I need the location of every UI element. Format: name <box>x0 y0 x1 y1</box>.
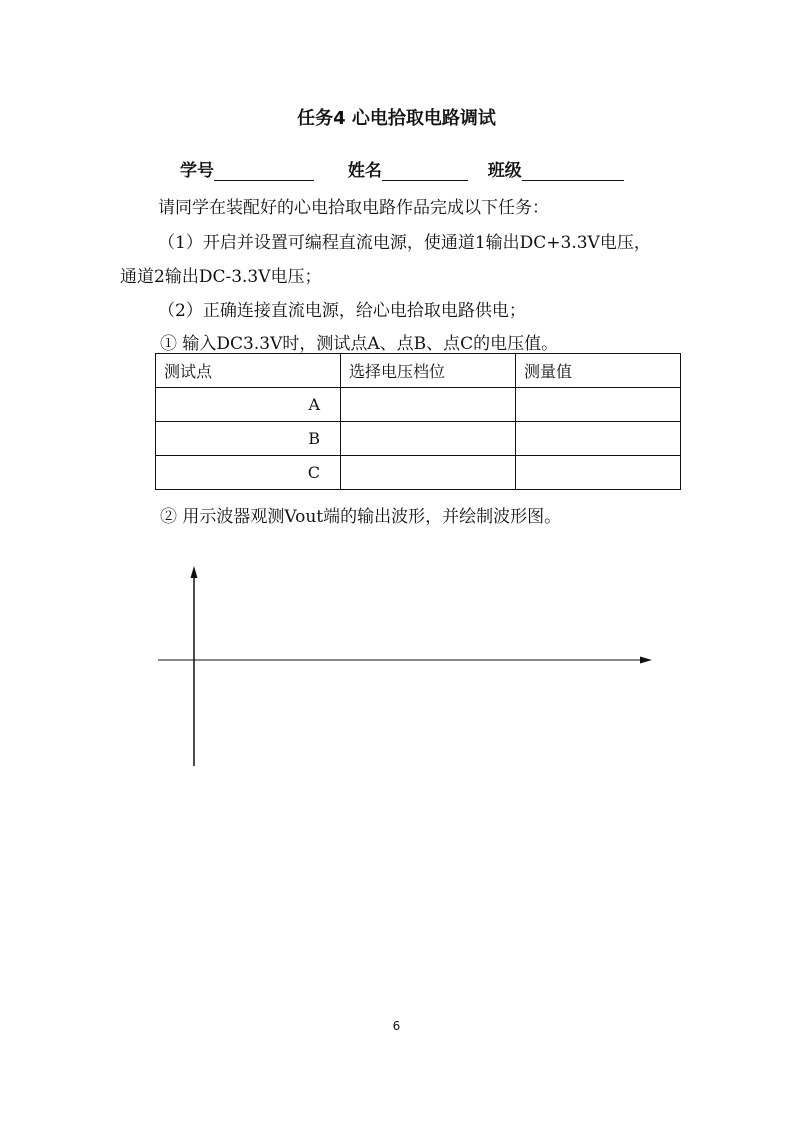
header-voltage-range: 选择电压档位 <box>341 354 516 388</box>
table-row <box>156 456 681 490</box>
student-info-line <box>180 156 624 181</box>
page-title: 任务4 心电拾取电路调试 <box>297 108 496 129</box>
student-id-label: 学号 <box>180 161 214 181</box>
table-row <box>156 388 681 422</box>
voltage-range-cell[interactable] <box>341 388 516 422</box>
name-label: 姓名 <box>347 161 382 181</box>
table-row <box>156 422 681 456</box>
voltage-range-cell[interactable] <box>341 422 516 456</box>
step1-text: ① 输入DC3.3V时，测试点A、点B、点C的电压值。 <box>160 334 559 354</box>
measured-value-cell[interactable] <box>516 422 681 456</box>
measured-value-cell[interactable] <box>516 456 681 490</box>
x-axis-arrow-icon <box>640 657 652 664</box>
header-measured-value: 测量值 <box>516 354 681 388</box>
waveform-drawing-axes[interactable] <box>150 560 660 775</box>
y-axis-arrow-icon <box>191 566 198 578</box>
measurement-table <box>155 353 681 490</box>
student-id-blank[interactable] <box>214 162 314 181</box>
voltage-range-cell[interactable] <box>341 456 516 490</box>
class-blank[interactable] <box>522 162 624 181</box>
table-header-row <box>156 354 681 388</box>
task1-text-line2: 通道2输出DC-3.3V电压； <box>120 267 322 287</box>
task2-text: （2）正确连接直流电源，给心电拾取电路供电； <box>158 301 526 321</box>
test-point-cell: A <box>156 388 341 422</box>
measured-value-cell[interactable] <box>516 388 681 422</box>
step2-text: ② 用示波器观测Vout端的输出波形，并绘制波形图。 <box>160 507 562 527</box>
intro-text: 请同学在装配好的心电拾取电路作品完成以下任务： <box>158 198 549 218</box>
test-point-cell: C <box>156 456 341 490</box>
task1-text-line1: （1）开启并设置可编程直流电源，使通道1输出DC+3.3V电压， <box>158 233 651 253</box>
name-blank[interactable] <box>382 162 468 181</box>
test-point-cell: B <box>156 422 341 456</box>
class-label: 班级 <box>487 161 522 181</box>
header-test-point: 测试点 <box>156 354 341 388</box>
page-number: 6 <box>392 1019 401 1033</box>
